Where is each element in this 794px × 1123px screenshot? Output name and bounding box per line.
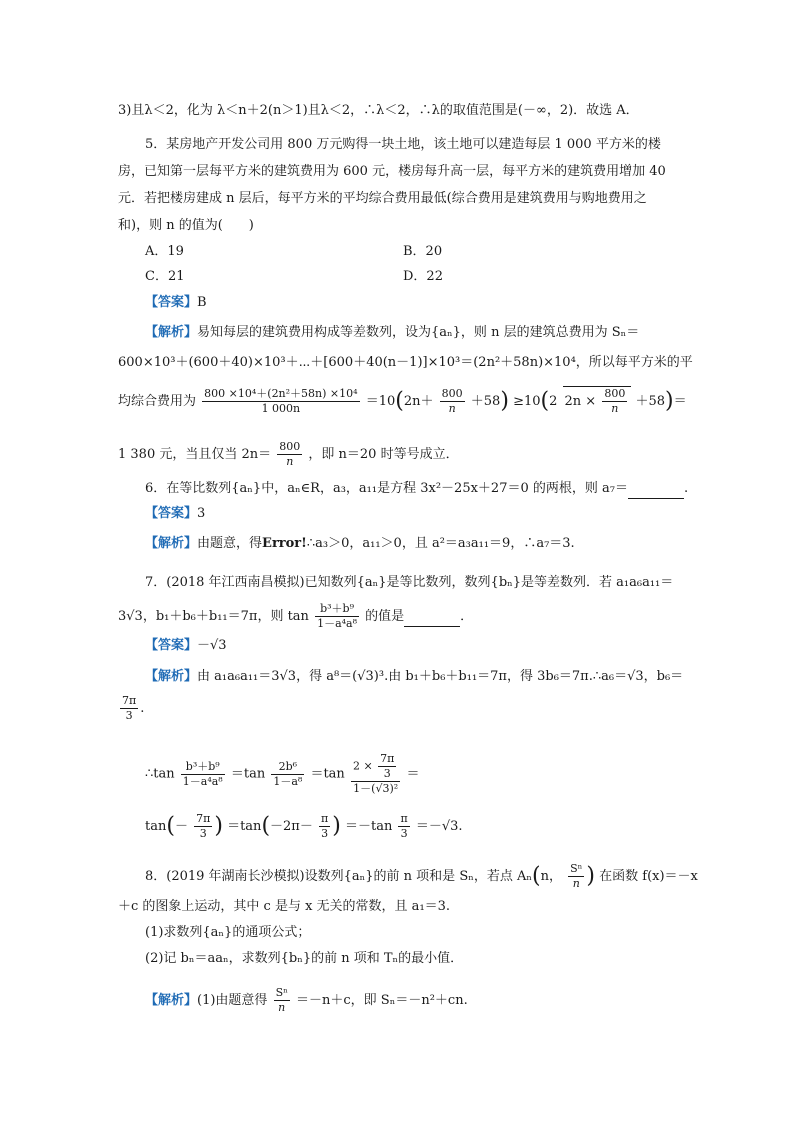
q7-analysis-4: tan(－ $\frac{7\pi}{3}$ ) ＝tan(－2π－ $\frac{\pi}{3}$ ) ＝－tan $\frac{\pi}{3}$ ＝－√3. bbox=[145, 812, 463, 840]
answer-blank bbox=[628, 480, 684, 499]
analysis-label: 【解析】 bbox=[145, 536, 198, 551]
q5-analysis-1 bbox=[145, 324, 639, 342]
q8-line-1: 8．(2019 年湖南长沙模拟)设数列{aₙ}的前 n 项和是 Sₙ，若点 Aₙ(n， $\frac{\text{Sⁿ}}{n}$ ) 在函数 f(x)＝－x bbox=[145, 862, 698, 890]
answer-label: 【答案】 bbox=[145, 506, 198, 521]
fraction: $\frac{\text{Sⁿ}}{n}$ bbox=[570, 862, 583, 890]
q5-analysis-4: 1 380 元，当且仅当 2n＝ $\frac{800}{n}$ ，即 n＝20 时等号成立． bbox=[118, 440, 459, 468]
q5-analysis-3: 均综合费用为 $\frac{\text{800 ×10⁴＋(2n²＋58n) ×10⁴}}{1 000n}$ ＝10(2n＋ $\frac{800}{n}$ ＋58) ≥10(2 2n × $\frac{800}{n}$ ＋58)＝ bbox=[118, 387, 687, 415]
fraction: $\frac{7\pi}{3}$ bbox=[122, 694, 137, 722]
fraction: 2 × $\frac{7\pi}{3}$ 1－(√3)² bbox=[351, 752, 400, 796]
q5-line-2: 房，已知第一层每平方米的建筑费用为 600 元，楼房每升高一层，每平方米的建筑费用增加 40 bbox=[118, 164, 666, 179]
q7-answer bbox=[145, 637, 227, 655]
fraction: $\frac{7\pi}{3}$ bbox=[380, 752, 395, 780]
fraction: $\frac{\text{b³＋b⁹}}{\text{1－a⁴a⁸}}$ bbox=[182, 759, 223, 788]
fraction: $\frac{\text{2b⁶}}{\text{1－a⁸}}$ bbox=[273, 759, 303, 788]
q7-analysis-2: $\frac{7\pi}{3}$ . bbox=[122, 694, 145, 722]
answer-value: －√3 bbox=[197, 638, 227, 653]
q6-question: 6．在等比数列{aₙ}中，aₙ∈R，a₃，a₁₁是方程 3x²－25x＋27＝0 的两根，则 a₇＝ . bbox=[145, 480, 688, 499]
fraction: $\frac{\pi}{3}$ bbox=[321, 812, 329, 840]
q5-line-3: 元．若把楼房建成 n 层后，每平方米的平均综合费用最低(综合费用是建筑费用与购地费用之 bbox=[118, 191, 647, 206]
q6-answer bbox=[145, 505, 205, 523]
answer-value: 3 bbox=[197, 506, 206, 521]
answer-label: 【答案】 bbox=[145, 295, 198, 310]
fraction: $\frac{\text{800 ×10⁴＋(2n²＋58n) ×10⁴}}{1 000n}$ bbox=[204, 387, 358, 415]
fraction: $\frac{800}{n}$ bbox=[279, 440, 301, 468]
fraction: $\frac{\text{b³＋b⁹}}{\text{1－a⁴a⁸}}$ bbox=[317, 602, 358, 630]
q8-line-2: ＋c 的图象上运动，其中 c 是与 x 无关的常数，且 a₁＝3. bbox=[118, 899, 451, 914]
q7-analysis-3: ∴tan $\frac{\text{b³＋b⁹}}{\text{1－a⁴a⁸}}$ ＝tan $\frac{\text{2b⁶}}{\text{1－a⁸}}$ ＝tan 2 × $\frac{7\pi}{3}$ 1－(√3)² ＝ bbox=[145, 752, 420, 795]
answer-label: 【答案】 bbox=[145, 638, 198, 653]
q5-line-1: 5．某房地产开发公司用 800 万元购得一块土地，该土地可以建造每层 1 000 平方米的楼 bbox=[145, 137, 661, 152]
q7-analysis-1: 【解析】由 a₁a₆a₁₁＝3√3，得 a⁸＝(√3)³.由 b₁＋b₆＋b₁₁＝7π，得 3b₆＝7π.∴a₆＝√3，b₆＝ bbox=[145, 669, 684, 684]
q5-answer bbox=[145, 294, 207, 312]
fraction: $\frac{7\pi}{3}$ bbox=[196, 812, 211, 840]
q5-analysis-2: 600×10³＋(600＋40)×10³＋⋯＋[600＋40(n－1)]×10³＝(2n²＋58n)×10⁴，所以每平方米的平 bbox=[118, 355, 693, 370]
fraction: $\frac{800}{n}$ bbox=[604, 387, 626, 415]
option-c: C．21 bbox=[145, 269, 185, 284]
analysis-label: 【解析】 bbox=[145, 669, 198, 684]
text-line: 3)且λ＜2，化为 λ＜n＋2(n＞1)且λ＜2，∴λ＜2，∴λ的取值范围是(－∞，2)．故选 A． bbox=[118, 103, 639, 118]
q7-line-2: 3√3，b₁＋b₆＋b₁₁＝7π，则 tan $\frac{\text{b³＋b⁹}}{\text{1－a⁴a⁸}}$ 的值是 ． bbox=[118, 602, 474, 630]
q7-line-1: 7．(2018 年江西南昌模拟)已知数列{aₙ}是等比数列，数列{bₙ}是等差数列．若 a₁a₆a₁₁＝ bbox=[145, 575, 674, 590]
q5-line-4: 和)，则 n 的值为( ) bbox=[118, 218, 254, 233]
option-a: A．19 bbox=[145, 244, 184, 259]
answer-blank bbox=[404, 608, 460, 627]
analysis-text: 均综合费用为 bbox=[118, 394, 197, 409]
option-b: B．20 bbox=[403, 244, 443, 259]
q5-options-row-2 bbox=[145, 268, 443, 286]
q8-analysis: 【解析】(1)由题意得 $\frac{\text{Sⁿ}}{n}$ ＝－n＋c，即 Sₙ＝－n²＋cn. bbox=[145, 986, 468, 1014]
fraction: $\frac{\pi}{3}$ bbox=[400, 812, 408, 840]
answer-value: B bbox=[197, 295, 207, 310]
analysis-label: 【解析】 bbox=[145, 993, 198, 1008]
q8-part-1: (1)求数列{aₙ}的通项公式； bbox=[145, 925, 311, 940]
fraction: $\frac{800}{n}$ bbox=[441, 387, 463, 415]
option-d: D．22 bbox=[403, 269, 443, 284]
square-root: 2n × $\frac{800}{n}$ bbox=[563, 386, 632, 416]
q5-options-row-1 bbox=[145, 243, 443, 261]
fraction: $\frac{\text{Sⁿ}}{n}$ bbox=[275, 986, 288, 1014]
analysis-text: 易知每层的建筑费用构成等差数列，设为{aₙ}，则 n 层的建筑总费用为 Sₙ＝ bbox=[197, 325, 640, 340]
q8-part-2: (2)记 bₙ＝aaₙ，求数列{bₙ}的前 n 项和 Tₙ的最小值． bbox=[145, 951, 464, 966]
analysis-label: 【解析】 bbox=[145, 325, 198, 340]
q6-analysis: 【解析】由题意，得Error!∴a₃＞0，a₁₁＞0，且 a²＝a₃a₁₁＝9，∴a₇＝3. bbox=[145, 536, 575, 551]
